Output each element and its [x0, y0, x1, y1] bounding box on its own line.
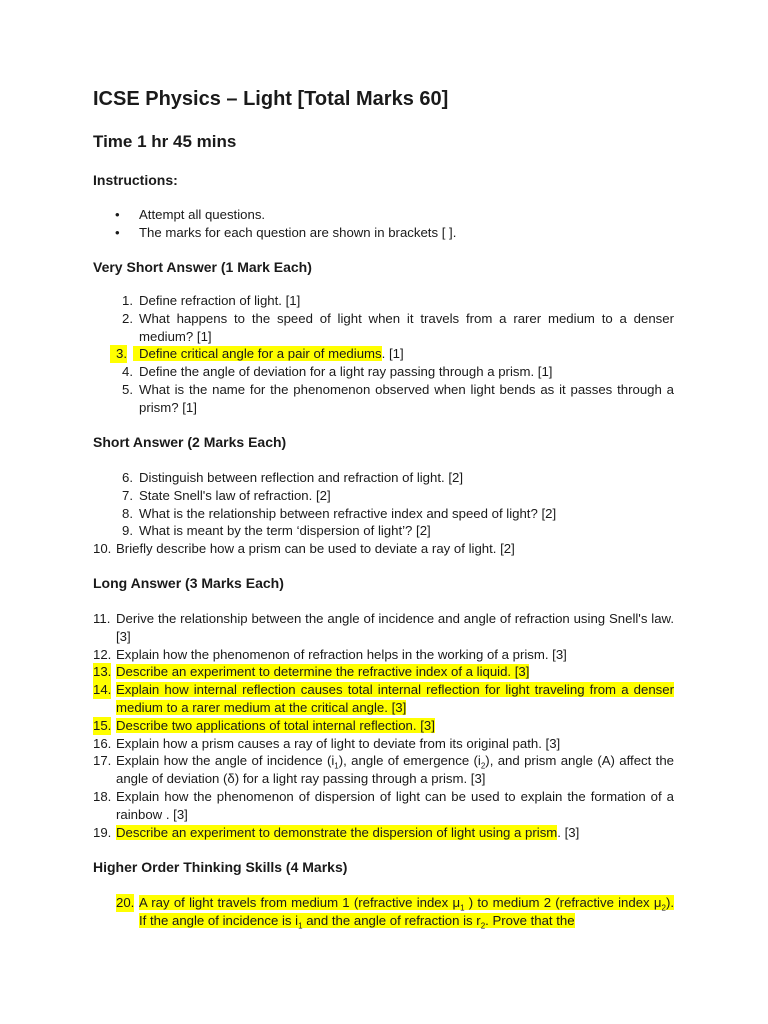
- short-questions: [93, 469, 674, 558]
- long-questions: [93, 610, 674, 841]
- question-item: [116, 894, 674, 930]
- question-item: 5. What is the name for the phenomenon observed when light bends as it passes through a prism? [1]: [122, 381, 674, 415]
- question-item: 12. Explain how the phenomenon of refraction helps in the working of a prism. [3]: [93, 646, 567, 662]
- question-item: 14. Explain how internal reflection causes total internal reflection for light traveling from a denser medium to a rarer medium at the critical angle. [3]: [93, 682, 674, 715]
- question-item: 13. Describe an experiment to determine the refractive index of a liquid. [3]: [93, 664, 530, 680]
- highlighted-text: 20. A ray of light travels from medium 1 (refractive index $\mu_1$ ) to medium 2 (refractive index $\mu_2$). If the angle of incidence is $i_1$ and the angle of refraction is $r_2$. Prove that the: [116, 895, 674, 931]
- bullet-icon: •: [115, 224, 120, 240]
- highlighted-text: Describe two applications of total internal reflection. [3]: [116, 717, 435, 733]
- question-item: 11. Derive the relationship between the angle of incidence and angle of refraction using Snell's law. [3]: [93, 611, 674, 644]
- very-short-questions: [93, 292, 674, 417]
- section-heading-long: Long Answer (3 Marks Each): [93, 575, 284, 591]
- question-item: 6. Distinguish between reflection and refraction of light. [2]: [122, 470, 464, 485]
- question-item: 16. Explain how a prism causes a ray of light to deviate from its original path. [3]: [93, 735, 561, 751]
- hots-questions: [116, 894, 674, 930]
- section-heading-hots: Higher Order Thinking Skills (4 Marks): [93, 859, 348, 875]
- question-item: 18. Explain how the phenomenon of dispersion of light can be used to explain the formation of a rainbow . [3]: [93, 788, 674, 822]
- question-item: 9. What is meant by the term ‘dispersion of light’? [2]: [122, 523, 431, 539]
- question-item: 15. Describe two applications of total internal reflection. [3]: [93, 717, 435, 733]
- section-heading-short: Short Answer (2 Marks Each): [93, 434, 287, 450]
- question-item: 7. State Snell's law of refraction. [2]: [122, 487, 331, 503]
- highlighted-text: Define critical angle for a pair of mediums: [133, 346, 382, 361]
- highlighted-text: Describe an experiment to demonstrate the dispersion of light using a prism: [116, 824, 558, 840]
- list-item: • Attempt all questions.: [115, 207, 266, 222]
- question-item: 8. What is the relationship between refractive index and speed of light? [2]: [122, 505, 557, 521]
- bullet-icon: •: [115, 207, 120, 222]
- question-item: 4. Define the angle of deviation for a light ray passing through a prism. [1]: [122, 364, 553, 380]
- question-item: 1. Define refraction of light. [1]: [122, 293, 301, 308]
- highlighted-text: Explain how internal reflection causes total internal reflection for light traveling from a denser medium to a rarer medium at the critical angle. [3]: [116, 682, 674, 715]
- section-heading-very-short: Very Short Answer (1 Mark Each): [93, 259, 312, 275]
- list-item: • The marks for each question are shown in brackets [ ].: [115, 224, 457, 240]
- instructions-heading: Instructions:: [93, 172, 178, 188]
- question-item: 2. What happens to the speed of light when it travels from a rarer medium to a denser medium? [1]: [122, 310, 674, 344]
- instructions-list: [93, 206, 674, 242]
- question-item: 17. Explain how the angle of incidence $(i_1)$, angle of emergence $(i_2)$, and prism angle (A) affect the angle of deviation (δ) for a light ray passing through a prism. [3]: [93, 753, 674, 787]
- highlighted-text: Describe an experiment to determine the refractive index of a liquid. [3]: [116, 664, 530, 680]
- time-allowed: Time 1 hr 45 mins: [93, 132, 237, 151]
- question-item: 19. Describe an experiment to demonstrate the dispersion of light using a prism. [3]: [93, 824, 580, 840]
- question-item: 3. Define critical angle for a pair of mediums. [1]: [93, 345, 674, 363]
- question-item: 10. Briefly describe how a prism can be used to deviate a ray of light. [2]: [93, 541, 515, 557]
- document-title: ICSE Physics – Light [Total Marks 60]: [93, 88, 449, 110]
